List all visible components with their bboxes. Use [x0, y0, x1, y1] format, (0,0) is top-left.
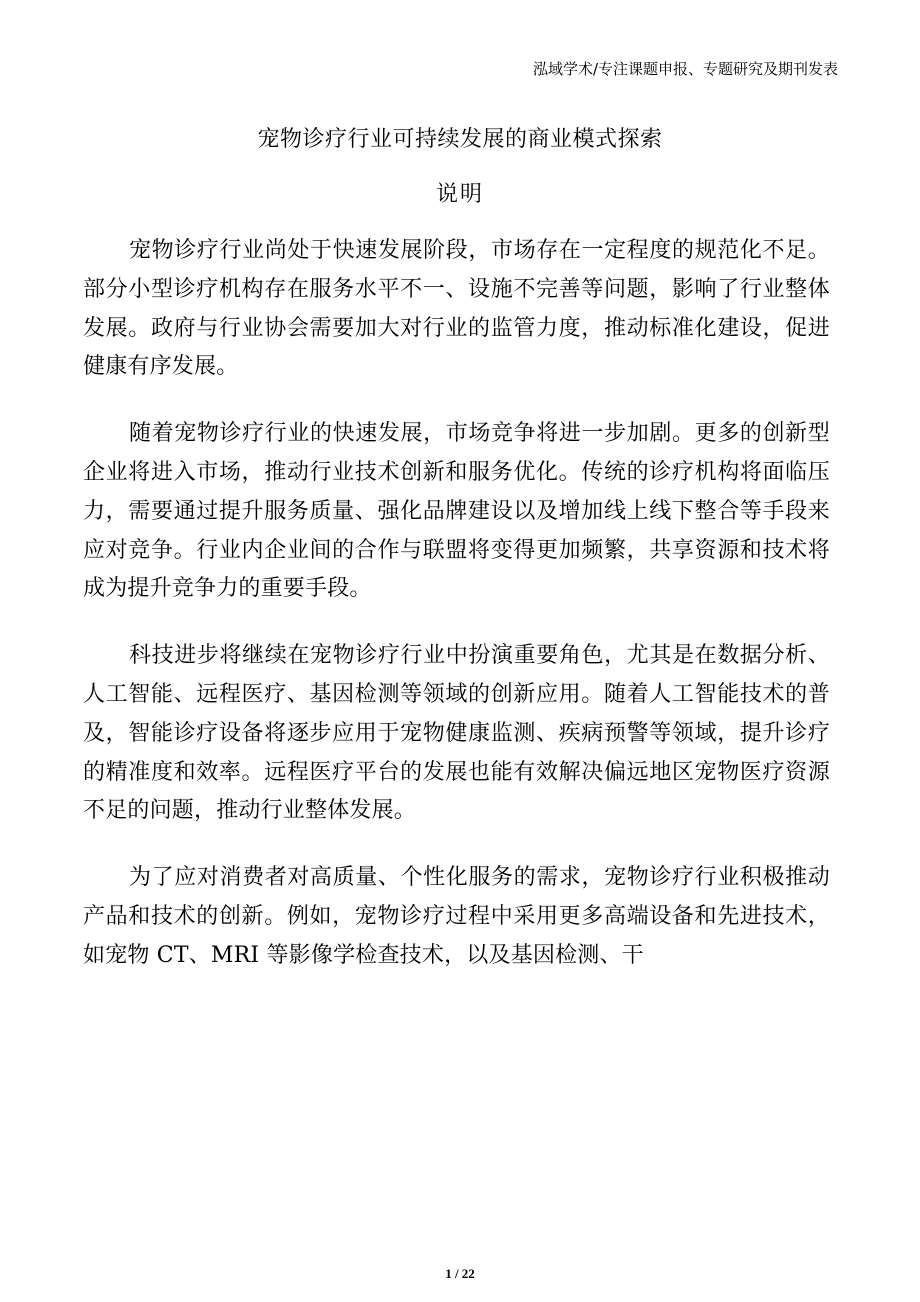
- paragraph-2: 随着宠物诊疗行业的快速发展，市场竞争将进一步加剧。更多的创新型企业将进入市场，推动行业技术创新和服务优化。传统的诊疗机构将面临压力，需要通过提升服务质量、强化品牌建设以及增加线上线下整合等手段来应对竞争。行业内企业间的合作与联盟将变得更加频繁，共享资源和技术将成为提升竞争力的重要手段。: [83, 421, 830, 602]
- paragraph-4: 为了应对消费者对高质量、个性化服务的需求，宠物诊疗行业积极推动产品和技术的创新。例如，宠物诊疗过程中采用更多高端设备和先进技术，如宠物 CT、MRI 等影像学检查技术，以及基因检测、干: [83, 865, 830, 968]
- paragraph-1: 宠物诊疗行业尚处于快速发展阶段，市场存在一定程度的规范化不足。部分小型诊疗机构存在服务水平不一、设施不完善等问题，影响了行业整体发展。政府与行业协会需要加大对行业的监管力度，推动标准化建设，促进健康有序发展。: [83, 238, 830, 380]
- page-number: 1 / 22: [445, 1266, 475, 1281]
- paragraph-3: 科技进步将继续在宠物诊疗行业中扮演重要角色，尤其是在数据分析、人工智能、远程医疗、基因检测等领域的创新应用。随着人工智能技术的普及，智能诊疗设备将逐步应用于宠物健康监测、疾病预警等领域，提升诊疗的精准度和效率。远程医疗平台的发展也能有效解决偏远地区宠物医疗资源不足的问题，推动行业整体发展。: [83, 643, 830, 824]
- document-title: 宠物诊疗行业可持续发展的商业模式探索: [257, 127, 663, 152]
- header-note: 泓域学术/专注课题申报、专题研究及期刊发表: [532, 60, 838, 78]
- document-subtitle: 说明: [435, 182, 484, 207]
- document-body: [83, 232, 830, 1004]
